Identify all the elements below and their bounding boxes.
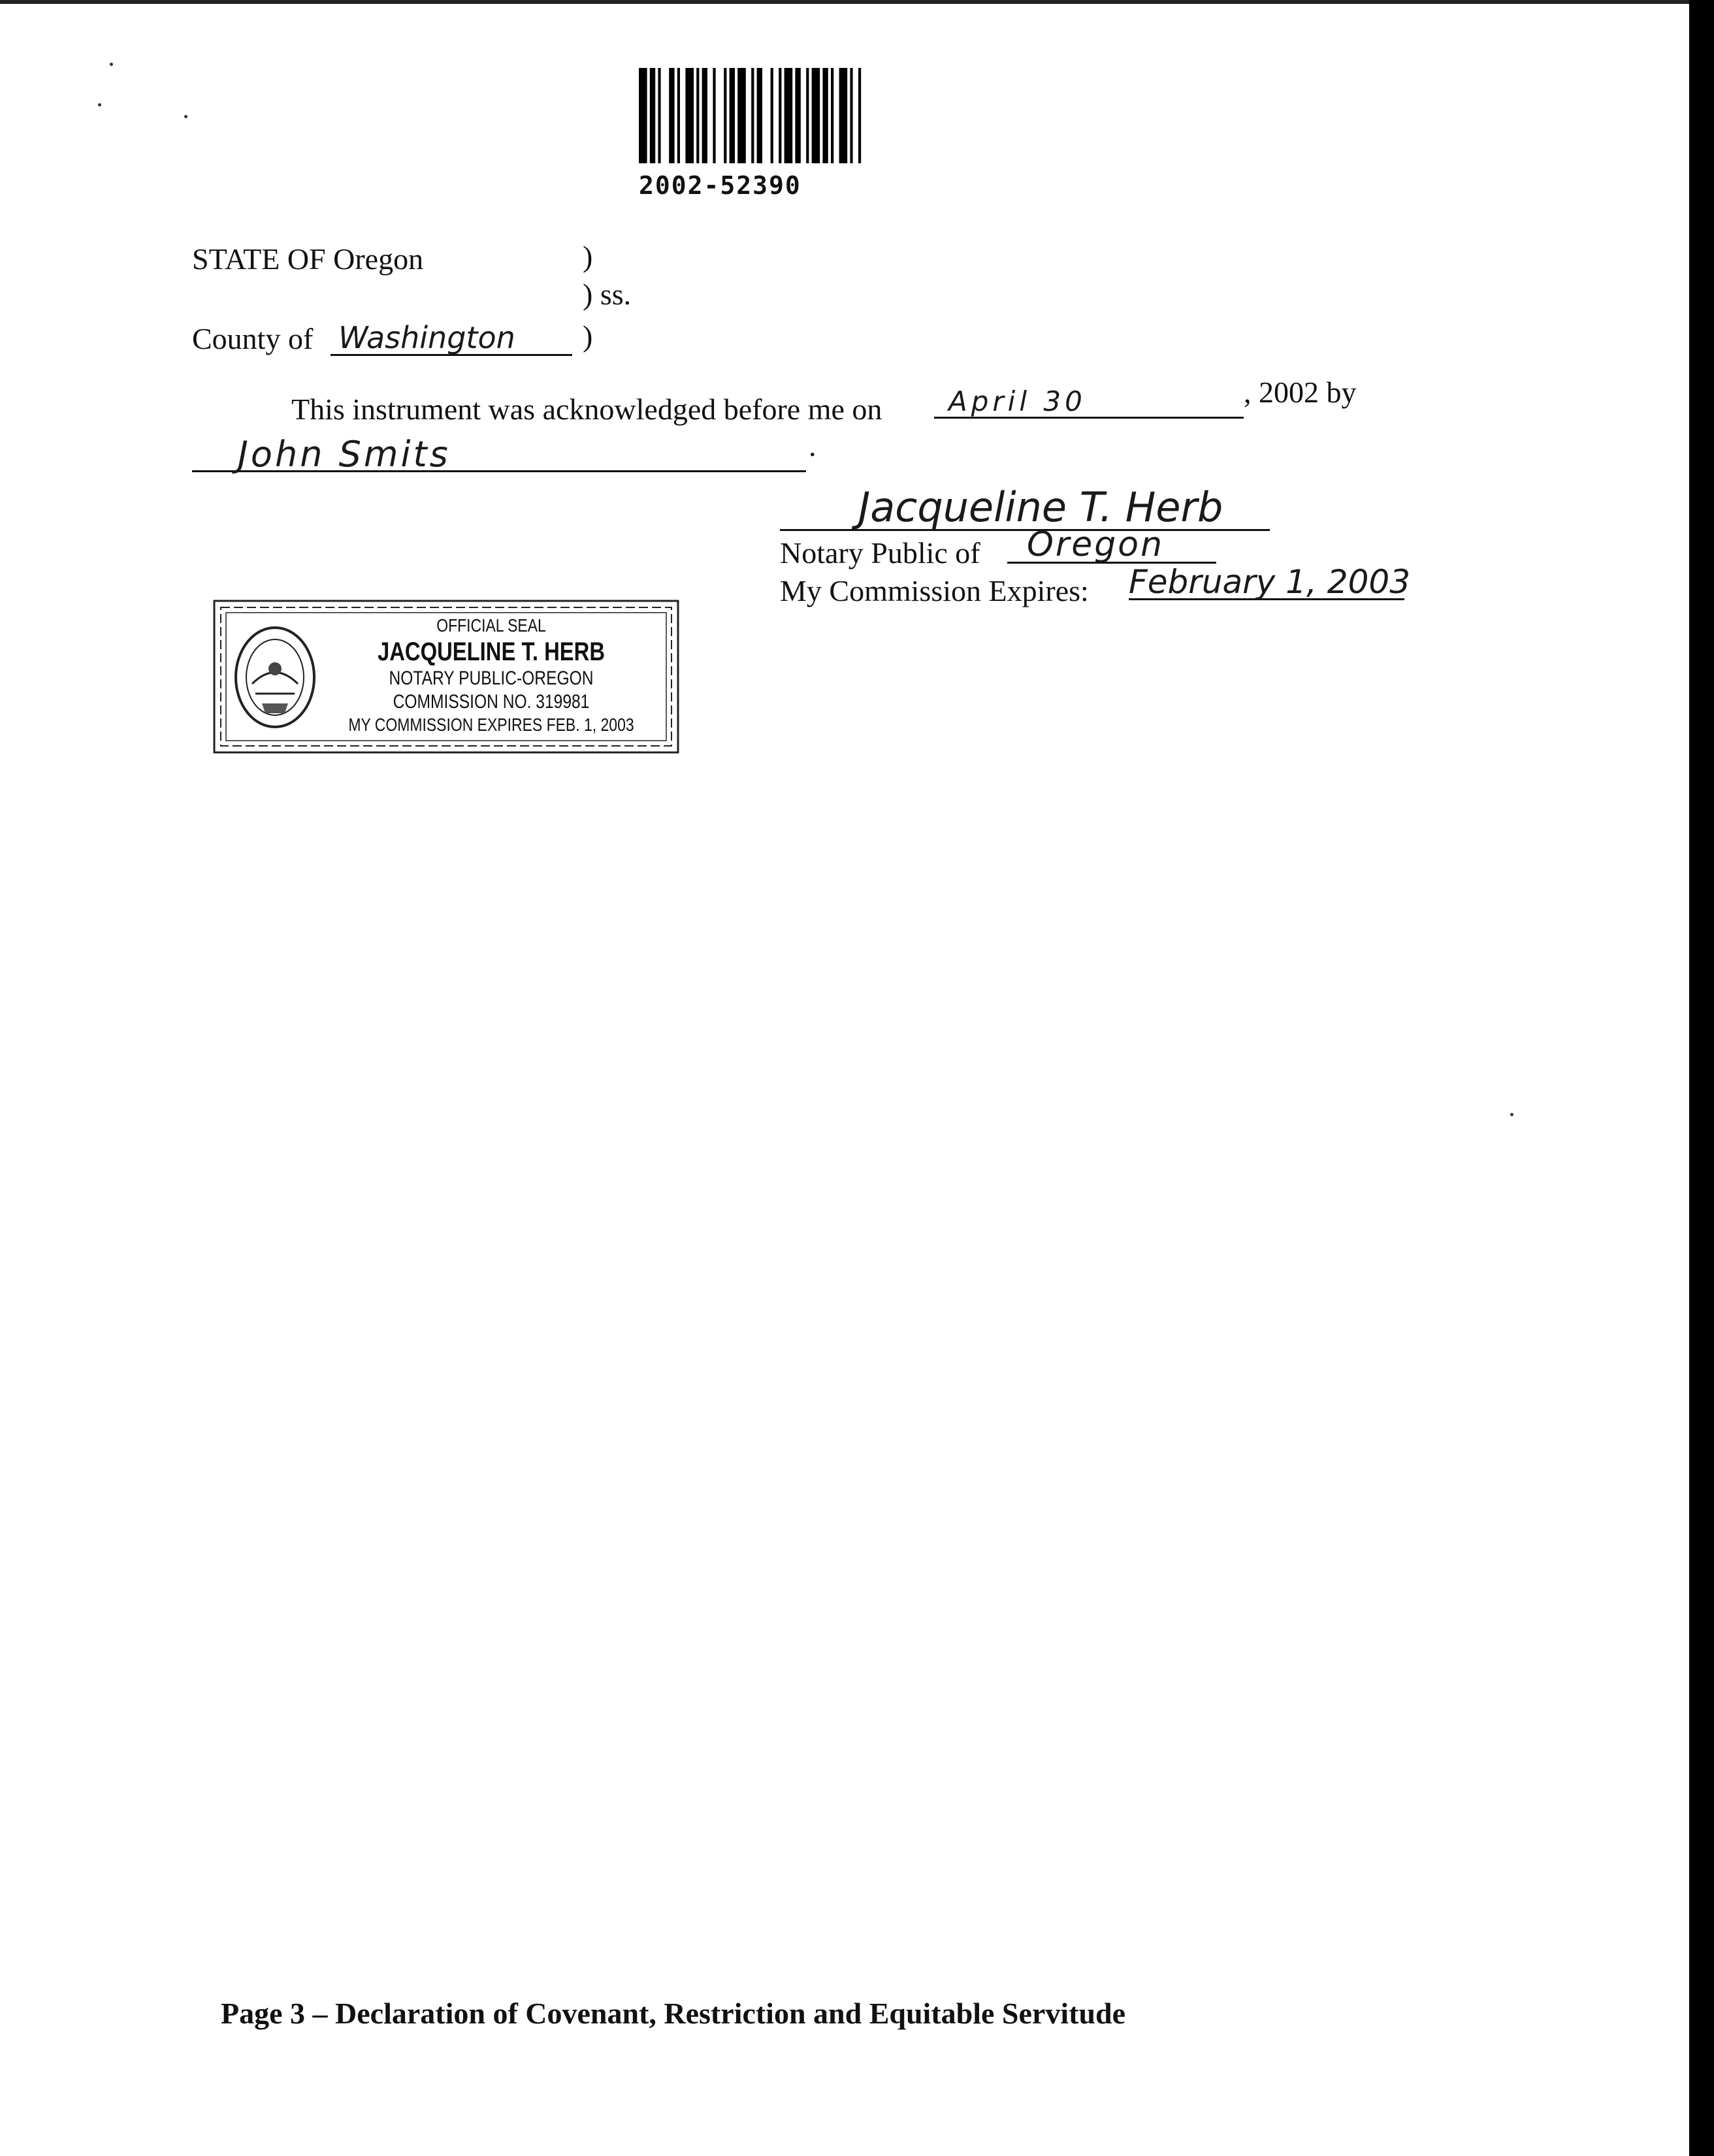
commission-expires-label: My Commission Expires:: [780, 574, 1089, 607]
barcode-bar: [784, 68, 793, 163]
notary-public-label: Notary Public of: [780, 536, 980, 570]
seal-line-commission: COMMISSION NO. 319981: [393, 691, 590, 713]
barcode-bar: [751, 68, 754, 163]
barcode-bar: [806, 68, 809, 163]
barcode-bar: [839, 68, 848, 163]
barcode: [639, 68, 933, 163]
barcode-bar: [795, 68, 800, 163]
barcode-bar: [669, 68, 674, 163]
scan-speck: [98, 103, 101, 106]
scan-speck: [184, 115, 187, 118]
barcode-bar: [713, 68, 715, 163]
page-footer: Page 3 – Declaration of Covenant, Restriction and Equitable Servitude: [221, 1997, 1126, 2030]
notary-state-value: Oregon: [1027, 525, 1165, 564]
scan-top-edge: [0, 0, 1714, 4]
seal-line-expires: MY COMMISSION EXPIRES FEB. 1, 2003: [348, 715, 634, 735]
barcode-bar: [831, 68, 833, 163]
scan-speck: [1510, 1113, 1513, 1116]
barcode-bar: [812, 68, 820, 163]
barcode-bar: [822, 68, 828, 163]
barcode-bar: [650, 68, 655, 163]
barcode-bar: [677, 68, 680, 163]
date-value: April 30: [948, 385, 1086, 417]
county-value: Washington: [338, 320, 515, 355]
state-label: STATE OF Oregon: [192, 242, 424, 276]
venue-paren-1: ): [583, 240, 593, 273]
barcode-bar: [639, 68, 647, 163]
barcode-bar: [658, 68, 660, 163]
seal-line-title: NOTARY PUBLIC-OREGON: [389, 668, 594, 689]
seal-line-name: JACQUELINE T. HERB: [377, 637, 606, 666]
commission-expires-field: [1129, 563, 1411, 601]
barcode-bar: [858, 68, 861, 163]
notary-signature: Jacqueline T. Herb: [858, 483, 1223, 531]
scan-right-edge: [1689, 0, 1714, 2156]
notary-state-field: [1007, 525, 1216, 564]
barcode-bar: [779, 68, 781, 163]
barcode-bar: [696, 68, 699, 163]
barcode-bar: [702, 68, 707, 163]
ss-label: ) ss.: [583, 278, 632, 311]
signer-name: John Smits: [238, 434, 451, 475]
venue-paren-3: ): [583, 319, 593, 353]
county-label: County of: [192, 322, 314, 355]
commission-expires-value: February 1, 2003: [1129, 563, 1411, 601]
signer-field: [192, 434, 806, 475]
county-field: [331, 321, 572, 356]
scan-speck: [110, 63, 113, 66]
barcode-bar: [771, 68, 773, 163]
barcode-bar: [850, 68, 852, 163]
signer-period: .: [809, 429, 817, 462]
seal-line-official: OFFICIAL SEAL: [436, 615, 546, 636]
barcode-bar: [730, 68, 735, 163]
barcode-number: 2002-52390: [639, 171, 801, 200]
date-field: [934, 384, 1244, 419]
oregon-state-seal-icon: [233, 622, 317, 733]
acknowledgment-year: , 2002 by: [1244, 376, 1357, 409]
barcode-bar: [685, 68, 694, 163]
signature-line: [780, 483, 1270, 531]
barcode-bar: [724, 68, 726, 163]
official-seal-stamp: [210, 597, 682, 756]
acknowledgment-text: This instrument was acknowledged before me on: [291, 393, 882, 426]
barcode-bar: [737, 68, 746, 163]
barcode-bar: [757, 68, 762, 163]
